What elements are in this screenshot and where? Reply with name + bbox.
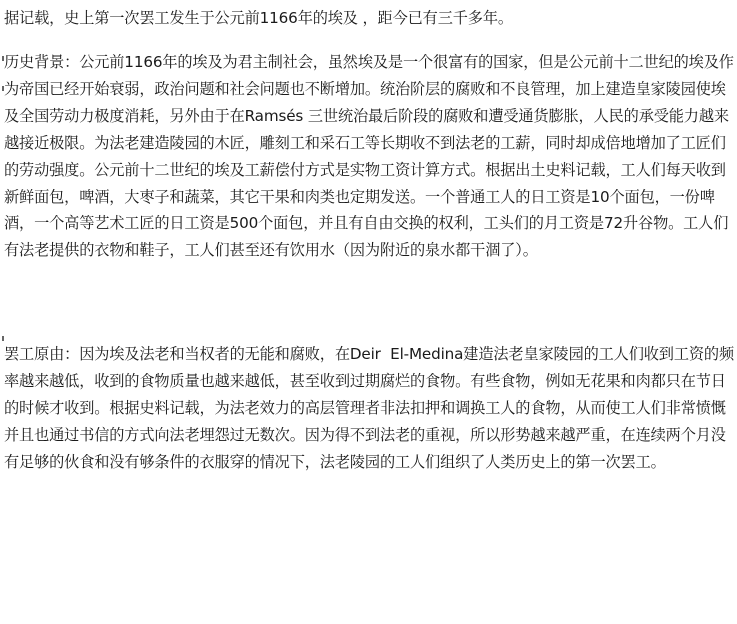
background-paragraph: 历史背景：公元前1166年的埃及为君主制社会，虽然埃及是一个很富有的国家，但是公元前十二世纪的埃及作为帝国已经开始衰弱，政治问题和社会问题也不断增加。统治阶层的腐败和不良管理，加上建造皇家陵园使埃及全国劳动力极度消耗，另外由于在Ramsés 三世统治最后阶段的腐败和遭受通货膨胀，人民的承受能力越来越接近极限。为法老建造陵园的木匠，雕刻工和采石工等长期收不到法老的工薪，同时却成倍地增加了工匠们的劳动强度。公元前十二世纪的埃及工薪偿付方式是实物工资计算方式。根据出土史料记载，工人们每天收到新鲜面包，啤酒，大枣子和蔬菜，其它干果和肉类也定期发送。一个普通工人的日工资是10个面包，一份啤酒，一个高等艺术工匠的日工资是500个面包，并且有自由交换的权利，工头们的月工资是72升谷物。工人们有法老提供的衣物和鞋子，工人们甚至还有饮用水（因为附近的泉水都干涸了）。 — [4, 53, 734, 260]
reason-paragraph: 罢工原由：因为埃及法老和当权者的无能和腐败，在Deir El-Medina建造法老皇家陵园的工人们收到工资的频率越来越低，收到的食物质量也越来越低，甚至收到过期腐烂的食物。有些食物，例如无花果和肉都只在节日的时候才收到。根据史料记载，为法老效力的高层管理者非法扣押和调换工人的食物，从而使工人们非常愤慨并且也通过书信的方式向法老埋怨过无数次。因为得不到法老的重视，所以形势越来越严重，在连续两个月没有足够的伙食和没有够条件的衣服穿的情况下，法老陵园的工人们组织了人类历史上的第一次罢工。 — [4, 345, 734, 471]
intro-paragraph: 据记载，史上第一次罢工发生于公元前1166年的埃及 ，距今已有三千多年。 — [4, 9, 513, 27]
